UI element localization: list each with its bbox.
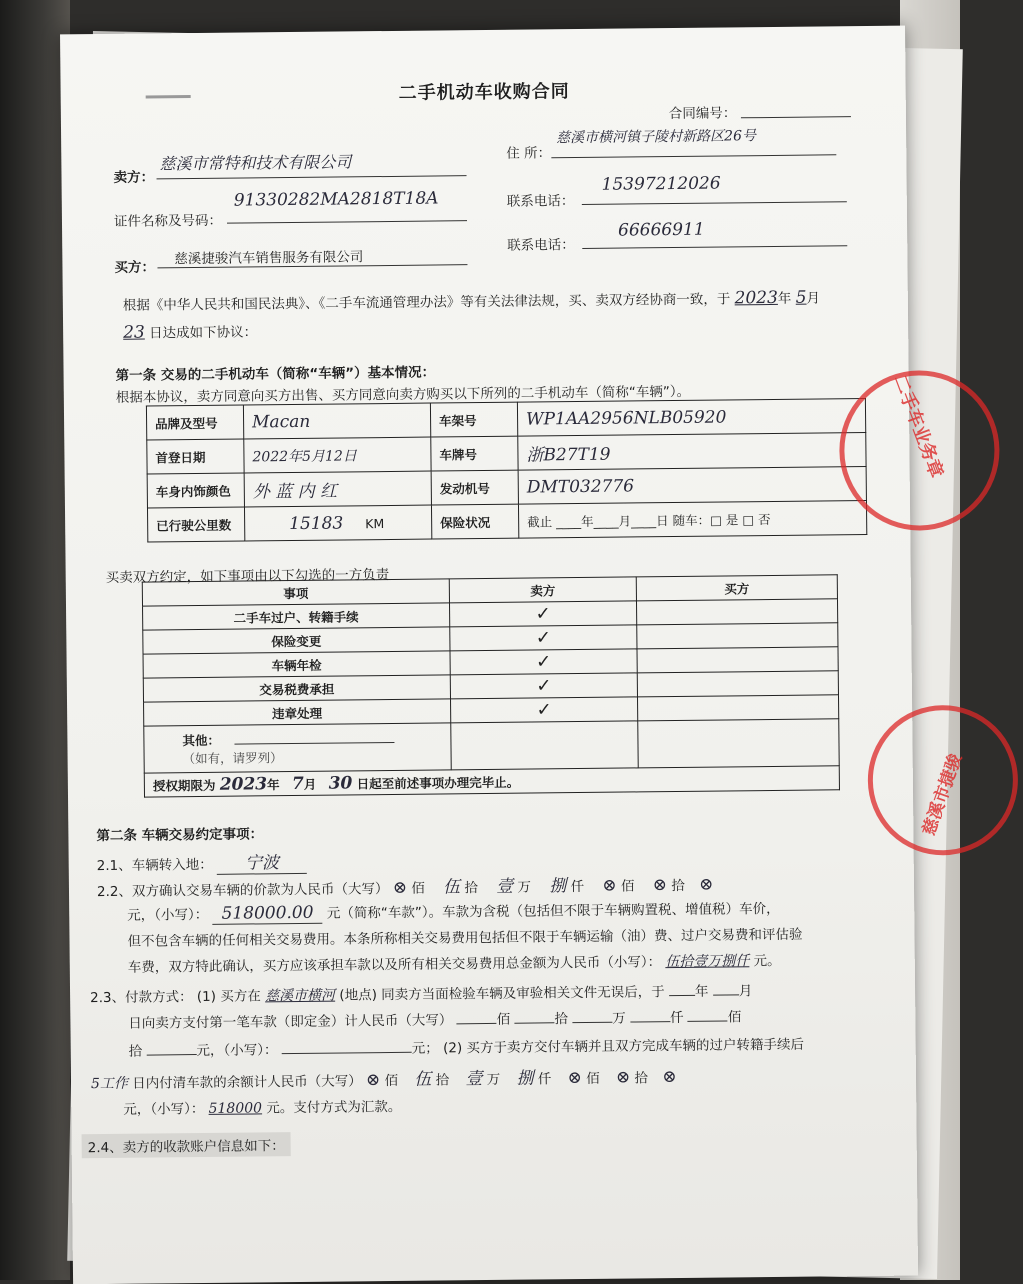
stamp-text-2: 慈溪市捷骏	[919, 751, 967, 839]
value-mileage: 15183	[289, 512, 344, 534]
article2-heading: 第二条 车辆交易约定事项：	[96, 826, 264, 845]
clause-2-4: 2.4、卖方的收款账户信息如下：	[82, 1132, 291, 1158]
seller-phone-label: 联系电话：	[506, 193, 575, 210]
other-label: 其他：	[182, 732, 221, 749]
intro-text-2: 23 日达成如下协议：	[123, 322, 258, 343]
other-seller	[451, 721, 638, 770]
value-mileage-cell	[244, 505, 431, 541]
value-reg-date: 2022年5月12日	[244, 437, 431, 473]
auth-day: 30	[328, 772, 353, 794]
label-brand: 品牌及型号	[146, 405, 243, 440]
authorization-cell: 授权期限为 2023年 7月 30 日起至前述事项办理完毕止。	[144, 766, 839, 797]
header-item: 事项	[142, 579, 449, 606]
seller-check-icon: ✓	[450, 625, 637, 651]
article1-lead: 根据本协议，卖方同意向买方出售、买方同意向卖方购买以下所列的二手机动车（简称“车辆”）。	[115, 383, 691, 406]
label-reg-date: 首登日期	[147, 439, 244, 474]
label-insurance: 保险状况	[431, 504, 518, 539]
buyer-check	[637, 647, 838, 673]
contract-number-line	[741, 116, 851, 118]
seller-address-label: 住 所：	[506, 145, 552, 162]
other-note: （如有，请罗列）	[182, 750, 283, 767]
price-small: 518000.00	[212, 903, 322, 925]
buyer-phone: 66666911	[618, 219, 705, 241]
item-name: 车辆年检	[143, 651, 450, 678]
total-amount: 伍拾壹万捌仟	[665, 953, 750, 971]
value-vin: WP1AA2956NLB05920	[517, 399, 865, 437]
seller-check-icon: ✓	[449, 601, 636, 627]
transfer-destination: 宁波	[217, 848, 307, 875]
value-engine: DMT032776	[518, 467, 866, 505]
seller-id-label: 证件名称及号码：	[113, 212, 223, 230]
intro-month: 5	[795, 287, 807, 308]
agreement-lead: 买卖双方约定，如下事项由以下勾选的一方负责	[105, 567, 390, 586]
clause-2-2-line2: 元，（小写）： 518000.00 元（简称“车款”）。车款为含税（包括但不限于车辆购置税、增值税）车价，	[127, 900, 780, 924]
seller-id: 91330282MA2818T18A	[233, 188, 439, 211]
label-plate: 车牌号	[431, 436, 518, 471]
article1-heading: 第一条 交易的二手机动车（简称“车辆”）基本情况：	[115, 364, 436, 384]
payment-days: 5工作	[90, 1075, 129, 1093]
item-name: 交易税费承担	[143, 675, 450, 702]
buyer-label: 买方：	[114, 259, 156, 276]
seller-label: 卖方：	[113, 169, 155, 186]
seller-id-line	[227, 220, 467, 224]
seller-phone-line	[582, 201, 847, 205]
seal-stamp	[839, 370, 1001, 532]
clause-2-2-line1: 2.2、双方确认交易车辆的价款为人民币（大写） ⊗ 佰 伍 拾 壹 万 捌 仟 ⊗ 佰 ⊗ 拾 ⊗	[96, 874, 714, 901]
seller-address-line	[551, 154, 836, 158]
contract-number-label: 合同编号：	[668, 105, 737, 123]
buyer-check	[637, 623, 838, 649]
buyer-phone-line	[582, 245, 847, 249]
item-name: 违章处理	[144, 699, 451, 726]
value-brand: Macan	[243, 403, 430, 439]
value-mileage-unit: KM	[365, 515, 385, 531]
clause-2-3-line4: 5工作 日内付清车款的余额计人民币（大写） ⊗ 佰 伍 拾 壹 万 捌 仟 ⊗ 佰 ⊗ 拾 ⊗	[90, 1067, 677, 1093]
value-color: 外 蓝 内 红	[244, 471, 431, 507]
balance-small: 518000	[208, 1100, 263, 1117]
inspection-place: 慈溪市横河	[265, 987, 336, 1005]
background-left	[0, 0, 70, 1280]
table-row-other	[144, 719, 839, 773]
label-mileage: 已行驶公里数	[147, 507, 244, 542]
seller-name-line	[157, 175, 467, 179]
item-name: 二手车过户、转籍手续	[143, 603, 450, 630]
clause-2-3-line3: 拾 元，（小写）： 元； (2) 买方于卖方交付车辆并且双方完成车辆的过户转籍手续后	[128, 1036, 805, 1060]
label-color: 车身内饰颜色	[147, 473, 244, 508]
auth-month: 7	[291, 773, 304, 794]
intro-year: 2023	[734, 287, 778, 309]
buyer-check	[636, 599, 837, 625]
buyer-name: 慈溪捷骏汽车销售服务有限公司	[174, 249, 364, 268]
seal-stamp-2	[867, 704, 1019, 856]
label-vin: 车架号	[430, 402, 517, 437]
document-title: 二手机动车收购合同	[398, 81, 570, 104]
seller-phone: 15397212026	[601, 173, 721, 195]
clause-2-2-line4: 车费，双方特此确认，买方应该承担车款以及所有相关交易费用总金额为人民币（小写）： 伍拾壹万捌仟 元。	[127, 952, 781, 976]
seller-name: 慈溪市常特和技术有限公司	[159, 152, 352, 174]
other-buyer	[638, 719, 839, 768]
seller-check-icon: ✓	[450, 649, 637, 675]
contract-page	[60, 26, 967, 1284]
clause-2-1: 2.1、车辆转入地： 宁波	[97, 848, 308, 876]
label-engine: 发动机号	[431, 470, 518, 505]
intro-day: 23	[123, 322, 145, 343]
value-plate: 浙B27T19	[518, 433, 866, 471]
buyer-check	[637, 695, 838, 721]
item-name: 保险变更	[143, 627, 450, 654]
vehicle-info-table	[146, 398, 867, 543]
clause-2-2-line3: 但不包含车辆的任何相关交易费用。本条所称相关交易费用包括但不限于车辆运输（油）费、过户交易费和评估验	[127, 926, 803, 950]
intro-text: 根据《中华人民共和国民法典》、《二手车流通管理办法》等有关法律法规，买、卖双方经协商一致，于 2023年 5月	[122, 287, 821, 314]
responsibility-table	[142, 574, 840, 797]
table-row	[147, 501, 866, 543]
header-buyer: 买方	[636, 575, 837, 601]
buyer-phone-label: 联系电话：	[507, 237, 575, 254]
buyer-check	[637, 671, 838, 697]
clause-2-3-line2: 日向卖方支付第一笔车款（即定金）计人民币（大写） 佰 拾 万 仟 佰	[128, 1009, 742, 1032]
stamp-text: 二手车业务章	[889, 372, 947, 481]
other-cell	[144, 723, 451, 773]
seller-check-icon: ✓	[450, 673, 637, 699]
header-seller: 卖方	[449, 577, 636, 603]
clause-2-3-line5: 元，（小写）： 518000 元。支付方式为汇款。	[123, 1098, 402, 1118]
clause-2-3-line1: 2.3、付款方式： (1) 买方在 慈溪市横河 (地点) 同卖方当面检验车辆及审验相关文件无误后，于 年 月	[90, 983, 753, 1007]
value-insurance: 截止 ____年____月____日 随车：□ 是 □ 否	[518, 501, 866, 539]
seller-address: 慈溪市横河镇子陵村新路区26号	[556, 128, 757, 147]
paper-mark	[146, 95, 191, 98]
seller-check-icon: ✓	[451, 697, 638, 723]
auth-year: 2023	[219, 773, 268, 795]
